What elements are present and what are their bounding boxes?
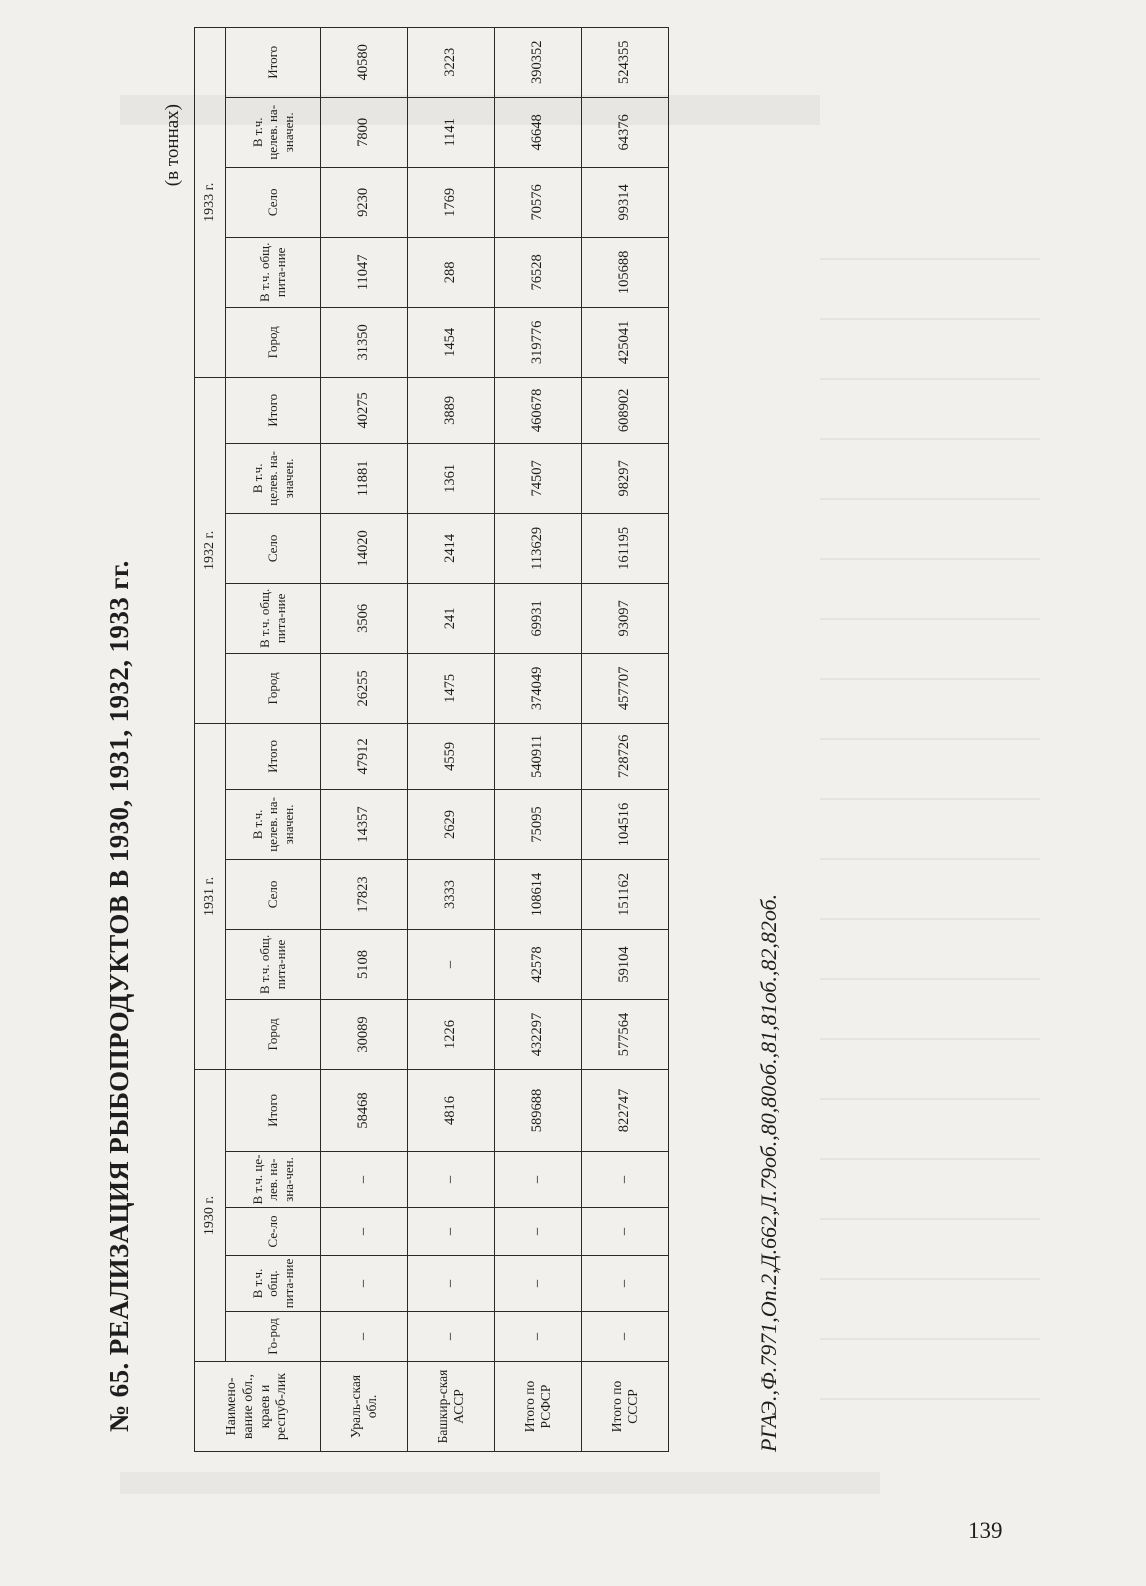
table-cell: 59104	[582, 929, 669, 999]
column-header: В т.ч. общ. пита-ние	[226, 929, 321, 999]
table-row	[582, 27, 669, 1451]
table-cell: 390352	[495, 27, 582, 97]
source-citation: РГАЭ.,Ф.7971,Оп.2,Д.662,Л.79об.,80,80об.,81,81об.,82,82об.	[756, 893, 781, 1452]
table-cell: 17823	[321, 859, 408, 929]
table-cell: 374049	[495, 653, 582, 723]
bleed-through-shadow	[120, 1472, 880, 1494]
table-cell: 14020	[321, 513, 408, 583]
table-cell: 3333	[408, 859, 495, 929]
table-cell: 98297	[582, 443, 669, 513]
column-header: В т.ч. общ. пита-ние	[226, 237, 321, 307]
table-cell: 540911	[495, 723, 582, 789]
table-cell: 93097	[582, 583, 669, 653]
column-header: В т.ч. общ. пита-ние	[226, 1256, 321, 1312]
table-cell: 3506	[321, 583, 408, 653]
table-cell: 11047	[321, 237, 408, 307]
column-header: Село	[226, 513, 321, 583]
column-header: В т.ч. целев. на-значен.	[226, 97, 321, 167]
year-header: 1930 г.	[195, 1069, 226, 1361]
table-cell: 104516	[582, 789, 669, 859]
table-cell: 425041	[582, 307, 669, 377]
fish-sales-table	[194, 27, 669, 1452]
row-name: Башкир-ская АССР	[408, 1362, 495, 1452]
column-header: В т.ч. целев. на-значен.	[226, 789, 321, 859]
table-cell: 40580	[321, 27, 408, 97]
column-header: Город	[226, 653, 321, 723]
column-header: Село	[226, 167, 321, 237]
table-cell: 58468	[321, 1069, 408, 1151]
table-cell: –	[495, 1208, 582, 1256]
table-cell: –	[321, 1152, 408, 1208]
table-cell: 105688	[582, 237, 669, 307]
table-cell: 3223	[408, 27, 495, 97]
table-cell: –	[408, 929, 495, 999]
table-cell: –	[408, 1208, 495, 1256]
page-number: 139	[968, 1518, 1003, 1543]
column-header: Го-род	[226, 1312, 321, 1362]
year-header: 1932 г.	[195, 377, 226, 723]
table-cell: 11881	[321, 443, 408, 513]
table-row	[495, 27, 582, 1451]
column-header: В т.ч. це-лев. на-зна-чен.	[226, 1152, 321, 1208]
unit-label: (в тоннах)	[162, 104, 183, 187]
table-cell: 151162	[582, 859, 669, 929]
table-cell: 1141	[408, 97, 495, 167]
table-cell: 608902	[582, 377, 669, 443]
table-cell: 161195	[582, 513, 669, 583]
table-cell: –	[321, 1256, 408, 1312]
table-cell: 42578	[495, 929, 582, 999]
table-cell: 4559	[408, 723, 495, 789]
column-header: В т.ч. целев. на-значен.	[226, 443, 321, 513]
table-cell: 589688	[495, 1069, 582, 1151]
table-cell: 1454	[408, 307, 495, 377]
table-cell: 69931	[495, 583, 582, 653]
table-cell: 108614	[495, 859, 582, 929]
table-cell: 577564	[582, 999, 669, 1069]
table-cell: 74507	[495, 443, 582, 513]
table-cell: 822747	[582, 1069, 669, 1151]
table-cell: 457707	[582, 653, 669, 723]
table-cell: –	[582, 1312, 669, 1362]
column-header: Итого	[226, 27, 321, 97]
table-cell: 64376	[582, 97, 669, 167]
row-name: Итого по РСФСР	[495, 1362, 582, 1452]
table-cell: 432297	[495, 999, 582, 1069]
column-header-name: Наимено-вание обл., краев и респуб-лик	[195, 1362, 321, 1452]
table-cell: –	[582, 1256, 669, 1312]
table-row	[321, 27, 408, 1451]
page-title: № 65. РЕАЛИЗАЦИЯ РЫБОПРОДУКТОВ В 1930, 1931, 1932, 1933 гг.	[104, 560, 134, 1432]
table-cell: –	[408, 1152, 495, 1208]
table-cell: 40275	[321, 377, 408, 443]
table-cell: –	[582, 1152, 669, 1208]
column-header: Село	[226, 859, 321, 929]
table-cell: 728726	[582, 723, 669, 789]
table-cell: 4816	[408, 1069, 495, 1151]
table-cell: 524355	[582, 27, 669, 97]
table-row	[408, 27, 495, 1451]
bleed-through-shadow	[820, 200, 1040, 1400]
table-cell: 99314	[582, 167, 669, 237]
table-cell: 26255	[321, 653, 408, 723]
table-cell: 2414	[408, 513, 495, 583]
table-cell: –	[321, 1312, 408, 1362]
table-cell: 76528	[495, 237, 582, 307]
table-cell: 1361	[408, 443, 495, 513]
column-header: Се-ло	[226, 1208, 321, 1256]
table-cell: –	[408, 1312, 495, 1362]
table-cell: 46648	[495, 97, 582, 167]
table-cell: 14357	[321, 789, 408, 859]
table-cell: –	[495, 1312, 582, 1362]
table-cell: 1226	[408, 999, 495, 1069]
table-cell: 288	[408, 237, 495, 307]
table-cell: 1769	[408, 167, 495, 237]
column-header: Итого	[226, 1069, 321, 1151]
table-cell: 7800	[321, 97, 408, 167]
table-cell: 3889	[408, 377, 495, 443]
table-cell: 31350	[321, 307, 408, 377]
table-cell: 2629	[408, 789, 495, 859]
column-header: Итого	[226, 377, 321, 443]
table-cell: 241	[408, 583, 495, 653]
table-cell: 75095	[495, 789, 582, 859]
table-cell: 47912	[321, 723, 408, 789]
table-cell: –	[495, 1152, 582, 1208]
table-cell: 460678	[495, 377, 582, 443]
table-cell: –	[495, 1256, 582, 1312]
table-cell: –	[582, 1208, 669, 1256]
table-cell: 70576	[495, 167, 582, 237]
table-cell: 9230	[321, 167, 408, 237]
table-cell: –	[408, 1256, 495, 1312]
column-header: Итого	[226, 723, 321, 789]
table-cell: 5108	[321, 929, 408, 999]
table-cell: 1475	[408, 653, 495, 723]
table-cell: 113629	[495, 513, 582, 583]
column-header: Город	[226, 307, 321, 377]
year-header: 1933 г.	[195, 27, 226, 377]
row-name: Ураль-ская обл.	[321, 1362, 408, 1452]
year-header: 1931 г.	[195, 723, 226, 1069]
table-cell: –	[321, 1208, 408, 1256]
rotated-content	[104, 40, 824, 1452]
table-cell: 30089	[321, 999, 408, 1069]
table-cell: 319776	[495, 307, 582, 377]
column-header: В т.ч. общ. пита-ние	[226, 583, 321, 653]
column-header: Город	[226, 999, 321, 1069]
row-name: Итого по СССР	[582, 1362, 669, 1452]
